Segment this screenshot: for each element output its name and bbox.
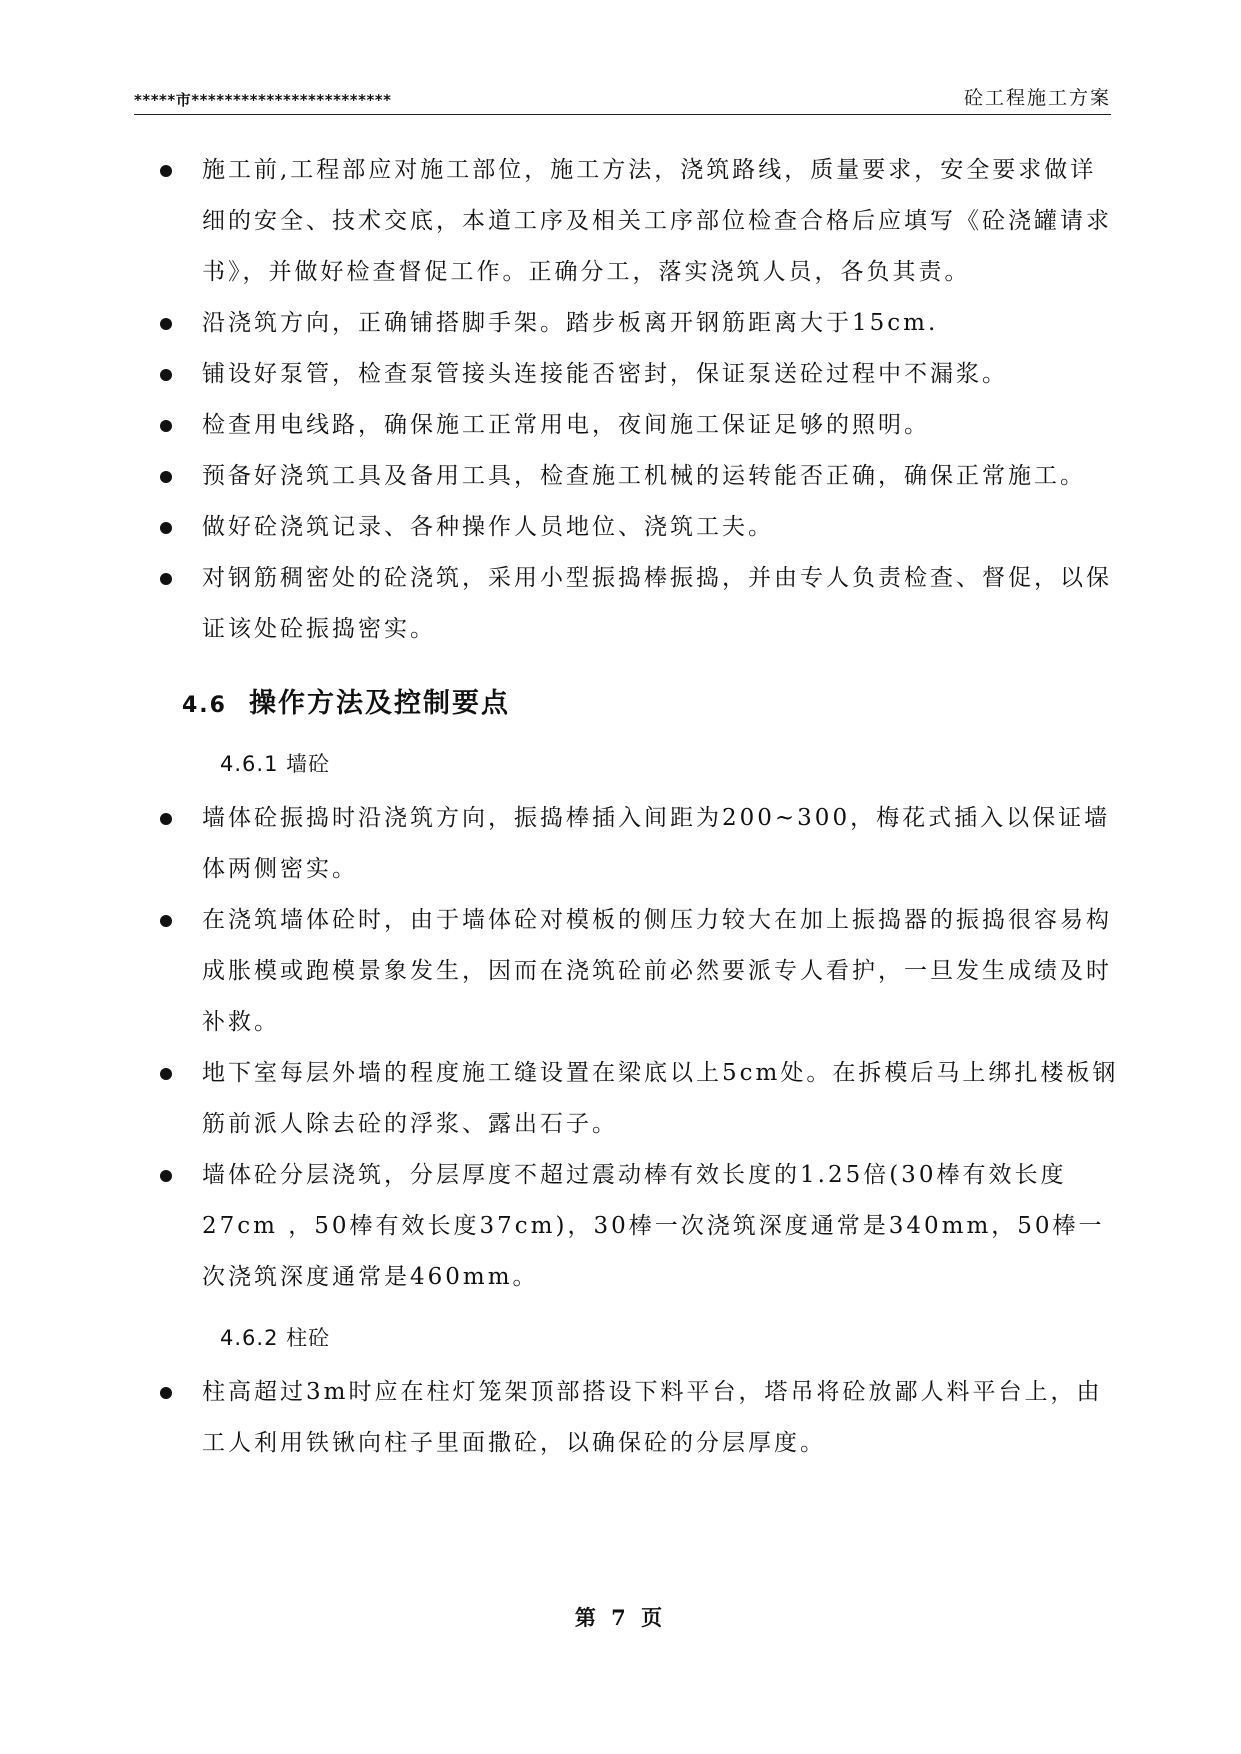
page-header: [134, 86, 1111, 115]
bullet-icon: [160, 471, 172, 483]
list-item: 铺设好泵管，检查泵管接头连接能否密封，保证泵送砼过程中不漏浆。: [160, 349, 1120, 400]
bullet-icon: [160, 915, 172, 927]
bullet-icon: [160, 1068, 172, 1080]
page-content: [160, 145, 1120, 1469]
list-item: 检查用电线路，确保施工正常用电，夜间施工保证足够的照明。: [160, 400, 1120, 451]
section-number: 4.6: [182, 693, 227, 718]
list-item: 施工前,工程部应对施工部位，施工方法，浇筑路线，质量要求，安全要求做详细的安全、技术交底，本道工序及相关工序部位检查合格后应填写《砼浇罐请求书》，并做好检查督促工作。正确分工，落实浇筑人员，各负其责。: [160, 145, 1120, 298]
bullet-icon: [160, 369, 172, 381]
subsection-title-text: 柱砼: [286, 1326, 331, 1350]
bullet-icon: [160, 573, 172, 585]
list-item: 对钢筋稠密处的砼浇筑，采用小型振捣棒振捣，并由专人负责检查、督促，以保证该处砼振捣密实。: [160, 553, 1120, 655]
bullet-icon: [160, 318, 172, 330]
list-item: 墙体砼振捣时沿浇筑方向，振捣棒插入间距为200~300，梅花式插入以保证墙体两侧密实。: [160, 793, 1120, 895]
section-title-text: 操作方法及控制要点: [248, 688, 510, 719]
subsection-heading: [220, 1309, 1120, 1367]
bullet-icon: [160, 1170, 172, 1182]
list-item: 在浇筑墙体砼时，由于墙体砼对模板的侧压力较大在加上振捣器的振捣很容易构成胀模或跑模景象发生，因而在浇筑砼前必然要派专人看护，一旦发生成绩及时补救。: [160, 895, 1120, 1048]
header-right-text: 砼工程施工方案: [963, 87, 1111, 109]
list-item: 柱高超过3m时应在柱灯笼架顶部搭设下料平台，塔吊将砼放鄙人料平台上，由工人利用铁锹向柱子里面撒砼，以确保砼的分层厚度。: [160, 1367, 1120, 1469]
list-item: 做好砼浇筑记录、各种操作人员地位、浇筑工夫。: [160, 502, 1120, 553]
page-number: 第 7 页: [574, 1605, 667, 1630]
header-left-text: *****市************************: [134, 91, 392, 109]
section-heading: [182, 673, 1120, 735]
subsection-number: 4.6.1: [220, 752, 279, 776]
bullet-icon: [160, 522, 172, 534]
subsection-heading: [220, 735, 1120, 793]
list-item: 地下室每层外墙的程度施工缝设置在梁底以上5cm处。在拆模后马上绑扎楼板钢筋前派人除去砼的浮浆、露出石子。: [160, 1048, 1120, 1150]
bullet-icon: [160, 813, 172, 825]
bullet-icon: [160, 420, 172, 432]
subsection-title-text: 墙砼: [286, 752, 331, 776]
list-item: 墙体砼分层浇筑，分层厚度不超过震动棒有效长度的1.25倍(30棒有效长度27cm ，50棒有效长度37cm)，30棒一次浇筑深度通常是340mm，50棒一次浇筑深度通常是460mm。: [160, 1150, 1120, 1303]
list-item: 沿浇筑方向，正确铺搭脚手架。踏步板离开钢筋距离大于15cm.: [160, 298, 1120, 349]
bullet-icon: [160, 1387, 172, 1399]
bullet-icon: [160, 165, 172, 177]
subsection-number: 4.6.2: [220, 1326, 279, 1350]
list-item: 预备好浇筑工具及备用工具，检查施工机械的运转能否正确，确保正常施工。: [160, 451, 1120, 502]
